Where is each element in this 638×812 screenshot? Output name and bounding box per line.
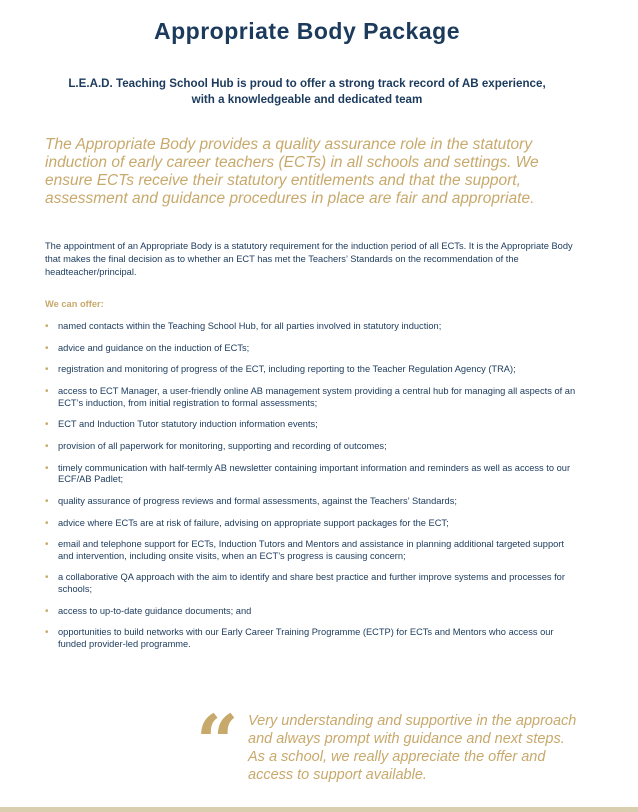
offer-list-item	[45, 321, 580, 333]
bullet-icon: •	[45, 572, 49, 584]
bullet-icon: •	[45, 539, 49, 551]
offer-list-item	[45, 539, 580, 562]
offer-list-item	[45, 606, 580, 618]
bullet-icon: •	[45, 440, 49, 452]
bullet-icon: •	[45, 321, 49, 332]
bullet-icon: •	[45, 386, 49, 398]
offer-list-item	[45, 364, 580, 376]
offer-list	[45, 321, 580, 660]
offer-item-text: access to up-to-date guidance documents; and	[58, 605, 252, 616]
offer-list-item	[45, 518, 580, 530]
offer-item-text: timely communication with half-termly AB newsletter containing important information and reminders as well as access to our ECF/AB Padlet;	[58, 462, 571, 485]
bullet-icon: •	[45, 605, 49, 617]
offer-item-text: provision of all paperwork for monitoring, supporting and recording of outcomes;	[58, 440, 387, 451]
offer-list-item	[45, 441, 580, 453]
offer-item-text: quality assurance of progress reviews and formal assessments, against the Teachers’ Standards;	[58, 495, 457, 506]
offer-item-text: email and telephone support for ECTs, Induction Tutors and Mentors and assistance in planning additional targeted support and intervention, including onsite visits, when an ECT’s progress is causing concern;	[58, 539, 564, 561]
bullet-icon: •	[45, 495, 49, 507]
offer-heading: We can offer:	[45, 299, 104, 309]
intro-statement: The Appropriate Body provides a quality assurance role in the statutory induction of early career teachers (ECTs) in all schools and settings. We ensure ECTs receive their statutory entitlements and that the support, assessment and guidance procedures in place are fair and appropriate.	[45, 136, 539, 207]
bullet-icon: •	[45, 517, 49, 529]
offer-list-item	[45, 419, 580, 431]
offer-item-text: access to ECT Manager, a user-friendly online AB management system providing a central hub for managing all aspects of an ECT’s induction, from initial registration to formal assessments;	[58, 386, 576, 408]
bullet-icon: •	[45, 342, 49, 354]
offer-list-item	[45, 386, 580, 409]
bullet-icon: •	[45, 419, 49, 431]
offer-item-text: registration and monitoring of progress of the ECT, including reporting to the Teacher Regulation Agency (TRA);	[58, 364, 516, 375]
offer-item-text: advice and guidance on the induction of ECTs;	[58, 342, 250, 353]
offer-list-item	[45, 627, 580, 650]
quote-mark-icon: “	[196, 700, 239, 786]
offer-item-text: ECT and Induction Tutor statutory induction information events;	[58, 419, 318, 430]
offer-list-item	[45, 572, 580, 595]
bullet-icon: •	[45, 627, 49, 639]
bullet-icon: •	[45, 364, 49, 376]
offer-list-item	[45, 463, 580, 486]
body-paragraph: The appointment of an Appropriate Body is a statutory requirement for the induction period of all ECTs. It is the Appropriate Body that makes the final decision as to whether an ECT has met the Teachers’ Standards on the recommendation of the headteacher/principal.	[45, 241, 573, 277]
offer-item-text: named contacts within the Teaching School Hub, for all parties involved in statutory induction;	[58, 321, 442, 331]
page-subtitle	[0, 76, 614, 108]
subtitle-line-1: L.E.A.D. Teaching School Hub is proud to offer a strong track record of AB experience,	[68, 77, 546, 90]
offer-list-item	[45, 343, 580, 355]
offer-item-text: opportunities to build networks with our Early Career Training Programme (ECTP) for ECTs and Mentors who access our funded provider-led programme.	[58, 627, 554, 649]
offer-item-text: advice where ECTs are at risk of failure, advising on appropriate support packages for the ECT;	[58, 517, 449, 528]
offer-list-item	[45, 496, 580, 508]
page-title: Appropriate Body Package	[154, 18, 460, 44]
bullet-icon: •	[45, 462, 49, 474]
subtitle-line-2: with a knowledgeable and dedicated team	[191, 93, 423, 106]
offer-item-text: a collaborative QA approach with the aim to identify and share best practice and further improve systems and processes for schools;	[58, 572, 565, 594]
bottom-divider	[0, 807, 638, 812]
testimonial-quote: Very understanding and supportive in the approach and always prompt with guidance and next steps. As a school, we really appreciate the offer and access to support available.	[248, 713, 577, 783]
